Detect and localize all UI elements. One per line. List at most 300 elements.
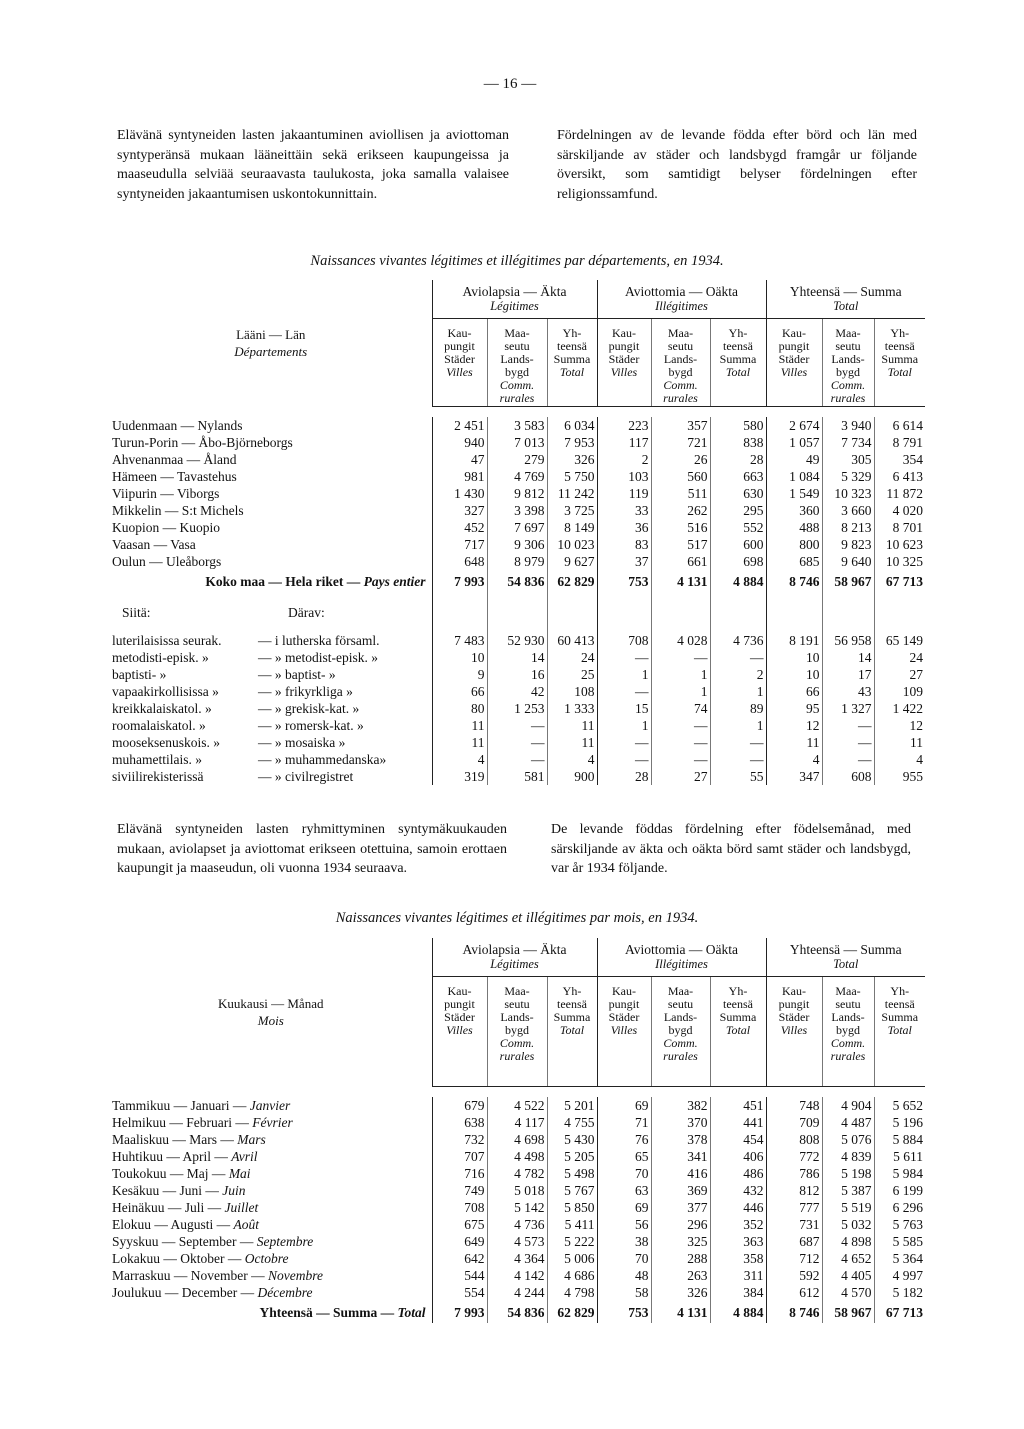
group-header-illegitimate: Aviottomia — Oäkta Illégitimes [597, 280, 766, 319]
value-cell: 377 [651, 1199, 710, 1216]
subheader-yhteensa: Yh- teensä Summa Total [547, 977, 597, 1087]
table-row [110, 1284, 925, 1301]
value-cell: — [651, 751, 710, 768]
value-cell: 11 [432, 717, 487, 734]
value-cell: 4 405 [822, 1267, 874, 1284]
value-cell: 76 [597, 1131, 651, 1148]
value-cell: 2 674 [766, 417, 822, 434]
row-label: Oulun — Uleåborgs [112, 554, 222, 569]
value-cell: 25 [547, 666, 597, 683]
value-cell: — [822, 717, 874, 734]
value-cell: 1 253 [487, 700, 547, 717]
value-cell: 7 734 [822, 434, 874, 451]
value-cell: 9 823 [822, 536, 874, 553]
value-cell: — [487, 717, 547, 734]
value-cell: 10 023 [547, 536, 597, 553]
month-label: Lokakuu — Oktober — Octobre [112, 1251, 289, 1266]
value-cell: 580 [710, 417, 766, 434]
value-cell: 69 [597, 1199, 651, 1216]
value-cell: 58 [597, 1284, 651, 1301]
value-cell: 4 736 [487, 1216, 547, 1233]
value-cell: 6 296 [874, 1199, 925, 1216]
value-cell: 600 [710, 536, 766, 553]
value-cell: 263 [651, 1267, 710, 1284]
value-cell: 74 [651, 700, 710, 717]
value-cell: 378 [651, 1131, 710, 1148]
value-cell: 8 979 [487, 553, 547, 570]
table-row [110, 468, 925, 485]
value-cell: 630 [710, 485, 766, 502]
table-row [110, 1250, 925, 1267]
value-cell: 83 [597, 536, 651, 553]
value-cell: 5 182 [874, 1284, 925, 1301]
value-cell: 4 [432, 751, 487, 768]
value-cell: 5 018 [487, 1182, 547, 1199]
value-cell: 347 [766, 768, 822, 785]
value-cell: 295 [710, 502, 766, 519]
month-label: Marraskuu — November — Novembre [112, 1268, 323, 1283]
month-label: Heinäkuu — Juli — Juillet [112, 1200, 259, 1215]
subheader-kaupungit: Kau- pungit Städer Villes [432, 977, 487, 1087]
value-cell: 49 [766, 451, 822, 468]
value-cell: — [822, 751, 874, 768]
value-cell: 66 [766, 683, 822, 700]
value-cell: 5 750 [547, 468, 597, 485]
value-cell: 48 [597, 1267, 651, 1284]
value-cell: 56 [597, 1216, 651, 1233]
value-cell: 6 199 [874, 1182, 925, 1199]
group-header-total: Yhteensä — Summa Total [766, 280, 925, 319]
value-cell: 1 [597, 666, 651, 683]
intro-swedish: Fördelningen av de levande födda efter börd och län med särskiljande av städer och landsbygd framgår ur följande översikt, som samtidigt belyser fördelningen efter religionssamfund. [557, 128, 917, 202]
value-cell: 5 142 [487, 1199, 547, 1216]
value-cell: 27 [651, 768, 710, 785]
value-cell: 9 812 [487, 485, 547, 502]
value-cell: 117 [597, 434, 651, 451]
value-cell: 5 411 [547, 1216, 597, 1233]
value-cell: 10 [766, 649, 822, 666]
table-row [110, 417, 925, 434]
value-cell: 451 [710, 1097, 766, 1114]
value-cell: 311 [710, 1267, 766, 1284]
value-cell: 109 [874, 683, 925, 700]
value-cell: — [597, 683, 651, 700]
value-cell: 5 884 [874, 1131, 925, 1148]
value-cell: 516 [651, 519, 710, 536]
religion-label: luterilaisissa seurak. — i lutherska församl. [112, 633, 380, 648]
subheader-yhteensa: Yh- teensä Summa Total [874, 977, 925, 1087]
row-label: Viipurin — Viborgs [112, 486, 220, 501]
value-cell: 5 196 [874, 1114, 925, 1131]
value-cell: 679 [432, 1097, 487, 1114]
value-cell: 4 698 [487, 1131, 547, 1148]
value-cell: 369 [651, 1182, 710, 1199]
value-cell: 4 117 [487, 1114, 547, 1131]
value-cell: 777 [766, 1199, 822, 1216]
value-cell: 70 [597, 1165, 651, 1182]
value-cell: 52 930 [487, 632, 547, 649]
value-cell: 560 [651, 468, 710, 485]
value-cell: 753 [597, 570, 651, 592]
subtotal-header-row [110, 592, 925, 632]
row-label: Hämeen — Tavastehus [112, 469, 237, 484]
religion-label: kreikkalaiskatol. » — » grekisk-kat. » [112, 701, 360, 716]
value-cell: 5 222 [547, 1233, 597, 1250]
table2-caption: Naissances vivantes légitimes et illégitimes par mois, en 1934. [335, 910, 699, 926]
intro-finnish: Elävänä syntyneiden lasten jakaantuminen aviollisen ja aviottoman syntyperänsä mukaan lääneittäin sekä erikseen kaupungeissa ja maaseudulla selviää seuraavasta taulukosta, joka samalla valaisee syntyneiden jakaantumisen uskontokunnittain. [117, 128, 509, 202]
value-cell: 4 244 [487, 1284, 547, 1301]
value-cell: 648 [432, 553, 487, 570]
value-cell: 8 191 [766, 632, 822, 649]
value-cell: 940 [432, 434, 487, 451]
value-cell: 63 [597, 1182, 651, 1199]
value-cell: 26 [651, 451, 710, 468]
group-header-legitimate: Aviolapsia — Äkta Légitimes [432, 938, 597, 977]
table-row [110, 553, 925, 570]
value-cell: 67 713 [874, 1301, 925, 1323]
table1-caption: Naissances vivantes légitimes et illégitimes par départements, en 1934. [310, 253, 724, 269]
value-cell: — [710, 734, 766, 751]
value-cell: 5 763 [874, 1216, 925, 1233]
table-row [110, 485, 925, 502]
value-cell: 11 [432, 734, 487, 751]
value-cell: 1 422 [874, 700, 925, 717]
value-cell: 28 [710, 451, 766, 468]
subheader-maaseutu: Maa- seutu Lands- bygd Comm. rurales [651, 977, 710, 1087]
table-row [110, 1165, 925, 1182]
value-cell: 7 483 [432, 632, 487, 649]
value-cell: 382 [651, 1097, 710, 1114]
value-cell: 4 839 [822, 1148, 874, 1165]
value-cell: 7 013 [487, 434, 547, 451]
table-row [110, 1114, 925, 1131]
value-cell: 9 627 [547, 553, 597, 570]
row-label: Vaasan — Vasa [112, 537, 196, 552]
value-cell: 5 498 [547, 1165, 597, 1182]
value-cell: 8 213 [822, 519, 874, 536]
value-cell: 3 583 [487, 417, 547, 434]
value-cell: — [822, 734, 874, 751]
value-cell: 708 [597, 632, 651, 649]
value-cell: 62 829 [547, 570, 597, 592]
value-cell: 4 884 [710, 570, 766, 592]
subheader-maaseutu: Maa- seutu Lands- bygd Comm. rurales [822, 319, 874, 407]
total-label: Yhteensä — Summa — Total [259, 1304, 426, 1320]
subheader-kaupungit: Kau- pungit Städer Villes [597, 977, 651, 1087]
table-row [110, 451, 925, 468]
value-cell: 24 [874, 649, 925, 666]
value-cell: 6 413 [874, 468, 925, 485]
table-row [110, 519, 925, 536]
value-cell: 67 713 [874, 570, 925, 592]
value-cell: 288 [651, 1250, 710, 1267]
religion-label: roomalaiskatol. » — » romersk-kat. » [112, 718, 364, 733]
value-cell: 5 364 [874, 1250, 925, 1267]
value-cell: 4 142 [487, 1267, 547, 1284]
value-cell: 685 [766, 553, 822, 570]
value-cell: 4 498 [487, 1148, 547, 1165]
value-cell: 71 [597, 1114, 651, 1131]
value-cell: 4 652 [822, 1250, 874, 1267]
value-cell: 4 [766, 751, 822, 768]
value-cell: 60 413 [547, 632, 597, 649]
value-cell: 1 327 [822, 700, 874, 717]
subheader-maaseutu: Maa- seutu Lands- bygd Comm. rurales [651, 319, 710, 407]
value-cell: 486 [710, 1165, 766, 1182]
value-cell: 5 984 [874, 1165, 925, 1182]
value-cell: 108 [547, 683, 597, 700]
value-cell: 296 [651, 1216, 710, 1233]
value-cell: 1 549 [766, 485, 822, 502]
row-label: Ahvenanmaa — Åland [112, 452, 237, 467]
value-cell: — [487, 751, 547, 768]
value-cell: 712 [766, 1250, 822, 1267]
births-by-department-table [110, 280, 925, 785]
value-cell: 70 [597, 1250, 651, 1267]
value-cell: 4 782 [487, 1165, 547, 1182]
value-cell: 4 [547, 751, 597, 768]
value-cell: 10 [766, 666, 822, 683]
value-cell: — [710, 751, 766, 768]
value-cell: 80 [432, 700, 487, 717]
value-cell: 612 [766, 1284, 822, 1301]
value-cell: 638 [432, 1114, 487, 1131]
value-cell: 800 [766, 536, 822, 553]
value-cell: 5 652 [874, 1097, 925, 1114]
value-cell: 95 [766, 700, 822, 717]
value-cell: 384 [710, 1284, 766, 1301]
value-cell: 552 [710, 519, 766, 536]
group-header-legitimate: Aviolapsia — Äkta Légitimes [432, 280, 597, 319]
value-cell: 1 [710, 717, 766, 734]
value-cell: 42 [487, 683, 547, 700]
value-cell: 8 746 [766, 1301, 822, 1323]
subheader-kaupungit: Kau- pungit Städer Villes [766, 977, 822, 1087]
table-row [110, 632, 925, 649]
value-cell: 358 [710, 1250, 766, 1267]
value-cell: 9 [432, 666, 487, 683]
value-cell: 54 836 [487, 570, 547, 592]
month-label: Toukokuu — Maj — Mai [112, 1166, 251, 1181]
value-cell: 955 [874, 768, 925, 785]
table-row [110, 1233, 925, 1250]
value-cell: 14 [822, 649, 874, 666]
value-cell: 731 [766, 1216, 822, 1233]
value-cell: 27 [874, 666, 925, 683]
value-cell: 488 [766, 519, 822, 536]
table-row [110, 1148, 925, 1165]
table-row [110, 751, 925, 768]
value-cell: 4 769 [487, 468, 547, 485]
subheader-yhteensa: Yh- teensä Summa Total [547, 319, 597, 407]
table-row [110, 1216, 925, 1233]
value-cell: 5 387 [822, 1182, 874, 1199]
value-cell: 4 898 [822, 1233, 874, 1250]
value-cell: 708 [432, 1199, 487, 1216]
value-cell: 5 032 [822, 1216, 874, 1233]
value-cell: 9 306 [487, 536, 547, 553]
value-cell: 12 [874, 717, 925, 734]
table-row [110, 717, 925, 734]
value-cell: 11 [766, 734, 822, 751]
intro2-finnish: Elävänä syntyneiden lasten ryhmittyminen syntymäkuukauden mukaan, aviolapset ja aviottomat erikseen otettuina, samoin erottaen kaupungit ja maaseudun, oli vuonna 1934 seuraava. [117, 822, 507, 876]
month-label: Helmikuu — Februari — Février [112, 1115, 293, 1130]
value-cell: 262 [651, 502, 710, 519]
value-cell: 4 686 [547, 1267, 597, 1284]
value-cell: 341 [651, 1148, 710, 1165]
value-cell: 8 149 [547, 519, 597, 536]
spacer-row [110, 1087, 925, 1098]
value-cell: 5 767 [547, 1182, 597, 1199]
value-cell: 808 [766, 1131, 822, 1148]
subheader-yhteensa: Yh- teensä Summa Total [874, 319, 925, 407]
table-row [110, 434, 925, 451]
value-cell: 5 201 [547, 1097, 597, 1114]
value-cell: 10 [432, 649, 487, 666]
value-cell: 5 006 [547, 1250, 597, 1267]
subheader-yhteensa: Yh- teensä Summa Total [710, 977, 766, 1087]
value-cell: 69 [597, 1097, 651, 1114]
table-row [110, 649, 925, 666]
value-cell: 1 [651, 683, 710, 700]
value-cell: 89 [710, 700, 766, 717]
subheader-kaupungit: Kau- pungit Städer Villes [597, 319, 651, 407]
religion-label: mooseksenuskois. » — » mosaiska » [112, 735, 346, 750]
month-label: Tammikuu — Januari — Janvier [112, 1098, 291, 1113]
value-cell: 279 [487, 451, 547, 468]
subheader-kaupungit: Kau- pungit Städer Villes [432, 319, 487, 407]
subheader-maaseutu: Maa- seutu Lands- bygd Comm. rurales [487, 977, 547, 1087]
value-cell: 749 [432, 1182, 487, 1199]
subheader-maaseutu: Maa- seutu Lands- bygd Comm. rurales [487, 319, 547, 407]
value-cell: — [597, 734, 651, 751]
religion-label: muhamettilais. » — » muhammedanska» [112, 752, 387, 767]
value-cell: 357 [651, 417, 710, 434]
value-cell: 43 [822, 683, 874, 700]
value-cell: 9 640 [822, 553, 874, 570]
value-cell: 47 [432, 451, 487, 468]
value-cell: 1 [651, 666, 710, 683]
value-cell: 2 [597, 451, 651, 468]
table-row [110, 1199, 925, 1216]
value-cell: 3 725 [547, 502, 597, 519]
value-cell: 4 755 [547, 1114, 597, 1131]
row-label: Turun-Porin — Åbo-Björneborgs [112, 435, 293, 450]
value-cell: 581 [487, 768, 547, 785]
value-cell: 4 131 [651, 570, 710, 592]
value-cell: — [651, 717, 710, 734]
table-row [110, 1182, 925, 1199]
value-cell: 66 [432, 683, 487, 700]
value-cell: 7 993 [432, 1301, 487, 1323]
value-cell: 446 [710, 1199, 766, 1216]
value-cell: 305 [822, 451, 874, 468]
value-cell: 717 [432, 536, 487, 553]
intro2-swedish: De levande föddas fördelning efter födelsemånad, med särskiljande av äkta och oäkta börd samt städer och landsbygd, var år 1934 följande. [551, 822, 911, 876]
value-cell: — [651, 734, 710, 751]
value-cell: 608 [822, 768, 874, 785]
value-cell: 707 [432, 1148, 487, 1165]
table-row [110, 700, 925, 717]
table-row [110, 1131, 925, 1148]
value-cell: 11 [874, 734, 925, 751]
value-cell: 4 736 [710, 632, 766, 649]
value-cell: 4 [874, 751, 925, 768]
total-row [110, 570, 925, 592]
value-cell: 7 697 [487, 519, 547, 536]
value-cell: 5 850 [547, 1199, 597, 1216]
value-cell: 36 [597, 519, 651, 536]
value-cell: 363 [710, 1233, 766, 1250]
value-cell: 2 451 [432, 417, 487, 434]
value-cell: 416 [651, 1165, 710, 1182]
value-cell: 5 329 [822, 468, 874, 485]
row-label: Uudenmaan — Nylands [112, 418, 243, 433]
value-cell: 441 [710, 1114, 766, 1131]
value-cell: 37 [597, 553, 651, 570]
month-label: Elokuu — Augusti — Août [112, 1217, 260, 1232]
value-cell: 6 034 [547, 417, 597, 434]
value-cell: 687 [766, 1233, 822, 1250]
value-cell: 4 573 [487, 1233, 547, 1250]
value-cell: 16 [487, 666, 547, 683]
value-cell: 511 [651, 485, 710, 502]
value-cell: 11 872 [874, 485, 925, 502]
row-label: Mikkelin — S:t Michels [112, 503, 244, 518]
value-cell: 838 [710, 434, 766, 451]
value-cell: 4 028 [651, 632, 710, 649]
value-cell: 7 993 [432, 570, 487, 592]
subheader-kaupungit: Kau- pungit Städer Villes [766, 319, 822, 407]
table-row [110, 1267, 925, 1284]
value-cell: 352 [710, 1216, 766, 1233]
value-cell: 58 967 [822, 570, 874, 592]
subheader-yhteensa: Yh- teensä Summa Total [710, 319, 766, 407]
table-row [110, 536, 925, 553]
value-cell: 406 [710, 1148, 766, 1165]
value-cell: 900 [547, 768, 597, 785]
value-cell: — [487, 734, 547, 751]
value-cell: 4 798 [547, 1284, 597, 1301]
value-cell: 58 967 [822, 1301, 874, 1323]
total-row [110, 1301, 925, 1323]
value-cell: 103 [597, 468, 651, 485]
value-cell: 3 660 [822, 502, 874, 519]
value-cell: 592 [766, 1267, 822, 1284]
value-cell: 1 [597, 717, 651, 734]
value-cell: 319 [432, 768, 487, 785]
value-cell: 11 [547, 734, 597, 751]
value-cell: 4 131 [651, 1301, 710, 1323]
table-row [110, 502, 925, 519]
value-cell: 54 836 [487, 1301, 547, 1323]
value-cell: 642 [432, 1250, 487, 1267]
month-label: Joulukuu — December — Décembre [112, 1285, 313, 1300]
value-cell: 517 [651, 536, 710, 553]
value-cell: 1 084 [766, 468, 822, 485]
group-header-total: Yhteensä — Summa Total [766, 938, 925, 977]
value-cell: 716 [432, 1165, 487, 1182]
table-row [110, 1097, 925, 1114]
table2-stub-header: Kuukausi — Månad Mois [218, 996, 324, 1029]
value-cell: 326 [651, 1284, 710, 1301]
value-cell: 786 [766, 1165, 822, 1182]
value-cell: 5 585 [874, 1233, 925, 1250]
value-cell: 6 614 [874, 417, 925, 434]
religion-label: baptisti- » — » baptist- » [112, 667, 336, 682]
month-label: Huhtikuu — April — Avril [112, 1149, 258, 1164]
value-cell: 772 [766, 1148, 822, 1165]
